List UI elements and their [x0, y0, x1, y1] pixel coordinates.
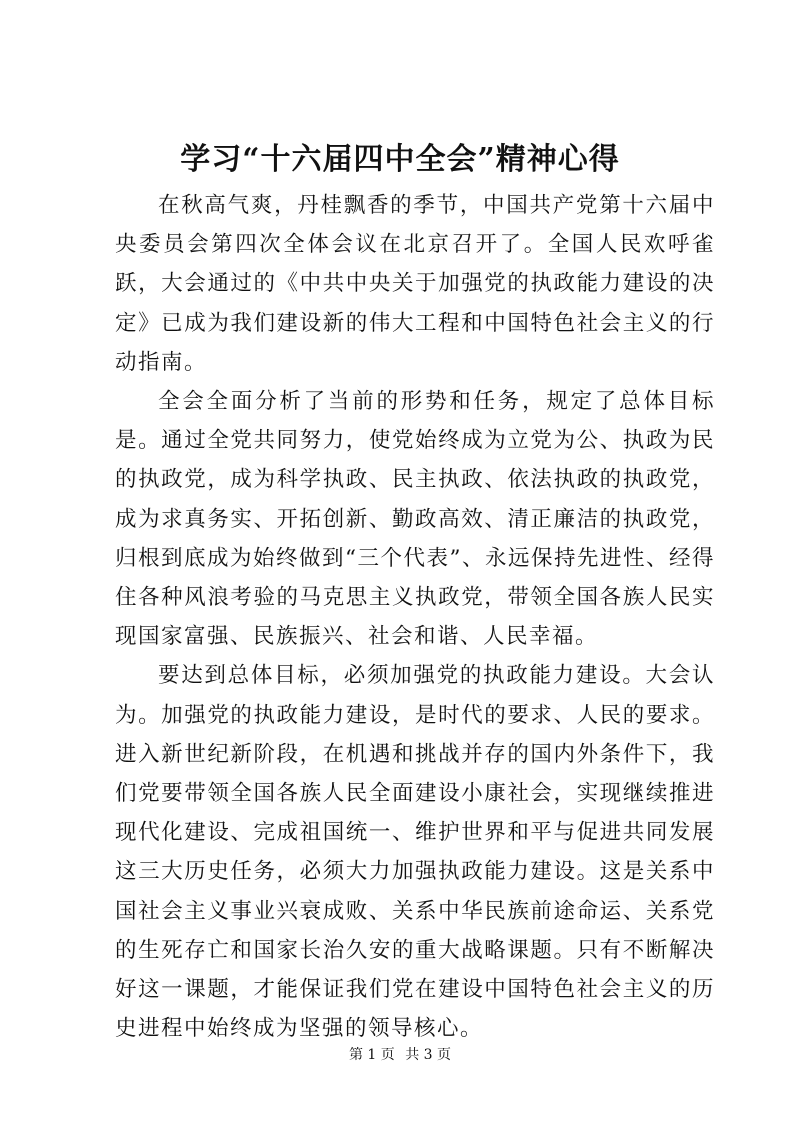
- paragraph-2: 全会全面分析了当前的形势和任务，规定了总体目标是。通过全党共同努力，使党始终成为立党为公、执政为民的执政党，成为科学执政、民主执政、依法执政的执政党，成为求真务实、开拓创新、勤政高效、清正廉洁的执政党，归根到底成为始终做到“三个代表”、永远保持先进性、经得住各种风浪考验的马克思主义执政党，带领全国各族人民实现国家富强、民族振兴、社会和谐、人民幸福。: [115, 389, 715, 650]
- document-body: [115, 186, 715, 1048]
- document-title: 学习“十六届四中全会”精神心得: [180, 142, 620, 177]
- page-footer: [0, 1045, 800, 1065]
- paragraph-1: 在秋高气爽，丹桂飘香的季节，中国共产党第十六届中央委员会第四次全体会议在北京召开了。全国人民欢呼雀跃，大会通过的《中共中央关于加强党的执政能力建设的决定》已成为我们建设新的伟大工程和中国特色社会主义的行动指南。: [115, 193, 715, 375]
- page-total: 共 3 页: [405, 1047, 452, 1063]
- paragraph-3: 要达到总体目标，必须加强党的执政能力建设。大会认为。加强党的执政能力建设，是时代的要求、人民的要求。进入新世纪新阶段，在机遇和挑战并存的国内外条件下，我们党要带领全国各族人民全面建设小康社会，实现继续推进现代化建设、完成祖国统一、维护世界和平与促进共同发展这三大历史任务，必须大力加强执政能力建设。这是关系中国社会主义事业兴衰成败、关系中华民族前途命运、关系党的生死存亡和国家长治久安的重大战略课题。只有不断解决好这一课题，才能保证我们党在建设中国特色社会主义的历史进程中始终成为坚强的领导核心。: [115, 663, 715, 1042]
- page-number: 第 1 页: [348, 1047, 395, 1063]
